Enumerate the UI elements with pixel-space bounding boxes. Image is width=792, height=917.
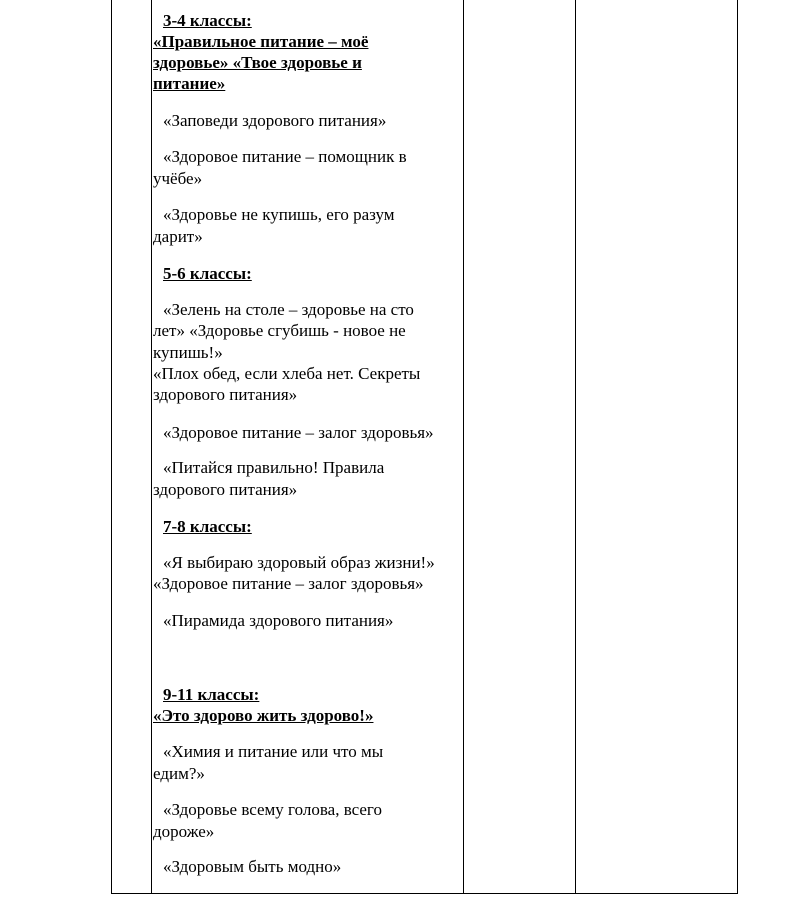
- event-item-continuation: здорового питания»: [153, 480, 298, 499]
- event-item: «Здоровье не купишь, его разум: [163, 205, 395, 224]
- event-item: «Здоровым быть модно»: [163, 857, 342, 876]
- section-heading-9-11: 9-11 классы:: [163, 685, 260, 704]
- event-item-continuation: здорового питания»: [153, 385, 298, 404]
- event-item: «Питайся правильно! Правила: [163, 458, 385, 477]
- table-column-divider-1: [151, 0, 152, 894]
- section-heading-7-8: 7-8 классы:: [163, 517, 252, 536]
- section-subtitle-line: «Правильное питание – моё: [153, 32, 369, 51]
- section-subtitle-line: питание»: [153, 74, 226, 93]
- section-subtitle-line: «Это здорово жить здорово!»: [153, 706, 374, 725]
- event-item-continuation: учёбе»: [153, 169, 203, 188]
- event-item: «Здоровое питание – помощник в: [163, 147, 407, 166]
- event-item: «Пирамида здорового питания»: [163, 611, 394, 630]
- table-border-left: [111, 0, 112, 894]
- section-heading-3-4: 3-4 классы:: [163, 11, 252, 30]
- event-item: «Здоровое питание – залог здоровья»: [163, 423, 434, 442]
- event-item: «Заповеди здорового питания»: [163, 111, 387, 130]
- event-item: «Зелень на столе – здоровье на сто: [163, 300, 414, 319]
- event-item-continuation: «Здоровое питание – залог здоровья»: [153, 574, 424, 593]
- event-item: «Химия и питание или что мы: [163, 742, 384, 761]
- event-item-continuation: купишь!»: [153, 343, 223, 362]
- event-item-continuation: дороже»: [153, 822, 215, 841]
- event-item-continuation: едим?»: [153, 764, 205, 783]
- event-item-continuation: «Плох обед, если хлеба нет. Секреты: [153, 364, 421, 383]
- section-heading-5-6: 5-6 классы:: [163, 264, 252, 283]
- event-item: «Здоровье всему голова, всего: [163, 800, 382, 819]
- table-column-divider-2: [463, 0, 464, 894]
- table-border-bottom: [111, 893, 738, 894]
- section-subtitle-line: здоровье» «Твое здоровье и: [153, 53, 362, 72]
- event-item-continuation: дарит»: [153, 227, 203, 246]
- event-item: «Я выбираю здоровый образ жизни!»: [163, 553, 435, 572]
- table-border-right: [737, 0, 738, 894]
- table-column-divider-3: [575, 0, 576, 894]
- event-item-continuation: лет» «Здоровье сгубишь - новое не: [153, 321, 406, 340]
